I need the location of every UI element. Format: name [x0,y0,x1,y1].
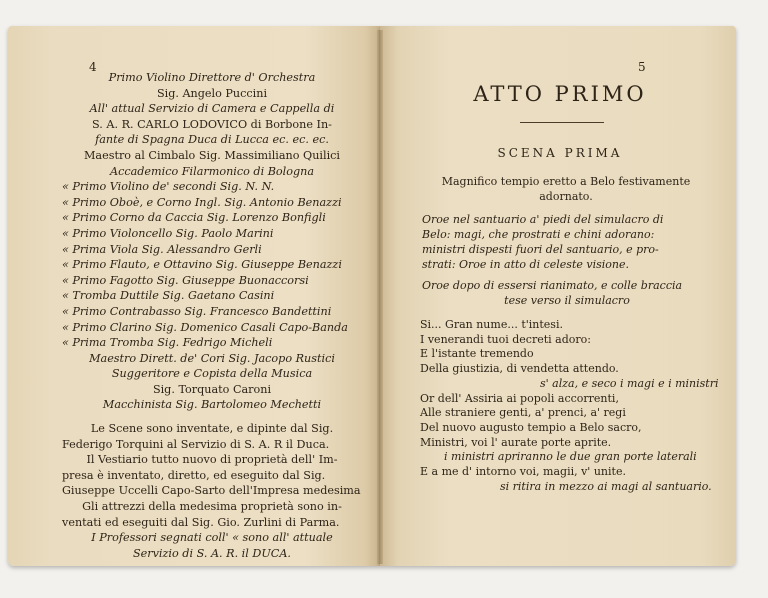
credit-line [62,413,362,421]
direction-line: tese verso il simulacro [504,294,630,307]
verse-line: E l'istante tremendo [420,347,534,361]
credit-line: Il Vestiario tutto nuovo di proprietà dell' Im- [86,453,338,467]
credit-line: Primo Violino Direttore d' Orchestra [108,71,316,84]
title-rule [520,122,604,123]
act-title: ATTO PRIMO [473,82,647,106]
direction-line: strati: Oroe in atto di celeste visione. [422,258,629,271]
credit-line: All' attual Servizio di Camera e Cappella di [89,102,335,116]
credit-line: Giuseppe Uccelli Capo-Sarto dell'Impresa medesima [62,484,361,498]
credit-line: « Primo Fagotto Sig. Giuseppe Buonaccorsi [62,273,309,287]
credit-line: Macchinista Sig. Bartolomeo Mechetti [102,398,322,412]
page-number-right: 5 [638,60,646,74]
credit-line: Gli attrezzi della medesima proprietà sono in- [82,500,342,514]
credit-line: Accademico Filarmonico di Bologna [109,164,315,178]
direction-line: Oroe dopo di essersi rianimato, e colle braccia [422,279,683,292]
credit-line: Maestro al Cimbalo Sig. Massimiliano Quilici [83,148,341,162]
verse-line: Del nuovo augusto tempio a Belo sacro, [420,420,642,434]
stage-direction [422,212,712,272]
credit-line: Servizio di S. A. R. il DUCA. [132,546,291,560]
credit-line: « Tromba Duttile Sig. Gaetano Casini [62,289,275,303]
verse-block [420,318,719,494]
verse-direction: si ritira in mezzo ai magi al santuario. [500,479,712,493]
stage-direction [422,278,712,308]
credit-line: « Prima Viola Sig. Alessandro Gerli [62,242,262,256]
credit-line: Le Scene sono inventate, e dipinte dal Sig. [90,422,334,436]
open-booklet [8,26,736,574]
setting-line: adornato. [539,190,593,203]
verse-line: Or dell' Assiria ai popoli accorrenti, [420,391,619,405]
setting-line: Magnifico tempio eretto a Belo festivamente [441,175,691,188]
credit-line: Federigo Torquini al Servizio di S. A. R il Duca. [62,437,330,451]
direction-line: Belo: magi, che prostrati e chini adorano: [422,228,655,241]
credit-line: « Primo Contrabasso Sig. Francesco Bandettini [62,304,332,318]
right-page [380,26,736,566]
credit-line: « Primo Flauto, e Ottavino Sig. Giuseppe Benazzi [62,258,342,272]
credit-line: « Primo Clarino Sig. Domenico Casali Capo-Banda [62,320,348,334]
verse-line: Alle straniere genti, a' prenci, a' regi [420,406,626,420]
credit-line: « Prima Tromba Sig. Fedrigo Micheli [62,336,273,350]
orchestra-list [62,70,362,561]
verse-line: E a me d' intorno voi, magii, v' unite. [420,465,626,479]
direction-line: Oroe nel santuario a' piedi del simulacro di [422,213,664,226]
credit-line: presa è inventato, diretto, ed eseguito dal Sig. [62,468,326,482]
credit-line: Suggeritore e Copista della Musica [111,367,313,381]
verse-line: Si... Gran nume... t'intesi. [420,318,563,331]
credit-line: Maestro Dirett. de' Cori Sig. Jacopo Rustici [89,351,335,365]
direction-line: ministri dispesti fuori del santuario, e pro- [422,243,659,256]
verse-line: I venerandi tuoi decreti adoro: [420,332,591,346]
credit-line: fante di Spagna Duca di Lucca ec. ec. ec. [95,133,329,147]
scene-title: SCENA PRIMA [497,146,623,160]
credit-line: Sig. Torquato Caroni [152,382,272,396]
verse-line: Ministri, voi l' aurate porte aprite. [420,435,612,449]
credit-line: « Primo Corno da Caccia Sig. Lorenzo Bonfigli [62,211,326,225]
book-spine [377,30,383,564]
credit-line: I Professori segnati coll' « sono all' attuale [91,531,333,545]
verse-direction: s' alza, e seco i magi e i ministri [540,376,719,390]
page-number-left: 4 [89,60,97,74]
credit-line: « Primo Violino de' secondi Sig. N. N. [62,180,275,194]
credit-line: ventati ed eseguiti dal Sig. Gio. Zurlini di Parma. [62,515,340,529]
scene-setting [436,174,696,204]
credit-line: Sig. Angelo Puccini [156,86,268,100]
credit-line: « Primo Oboè, e Corno Ingl. Sig. Antonio Benazzi [62,195,342,209]
verse-line: Della giustizia, di vendetta attendo. [420,362,619,376]
verse-direction: i ministri apriranno le due gran porte laterali [444,450,697,464]
left-page [8,26,380,566]
credit-line: « Primo Violoncello Sig. Paolo Marini [62,226,274,240]
credit-line: S. A. R. CARLO LODOVICO di Borbone In- [92,117,332,131]
